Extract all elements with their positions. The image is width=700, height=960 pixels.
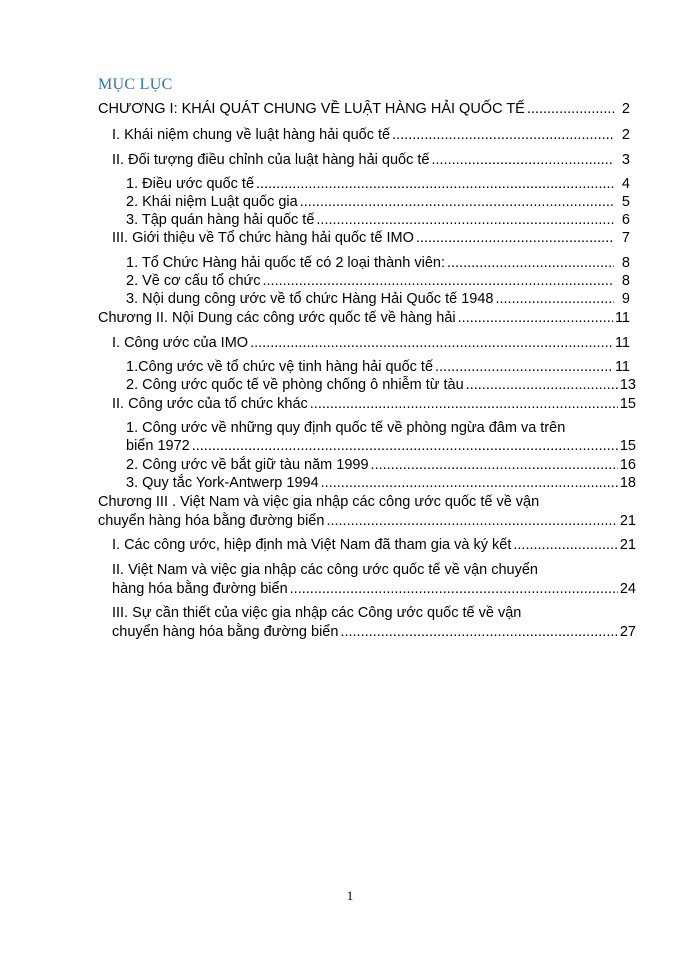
toc-entry[interactable] [112,334,630,353]
dot-leader [316,211,614,230]
toc-entry-text: chuyển hàng hóa bằng đường biển [112,624,339,640]
dot-leader [310,395,618,414]
toc-entry-text: 2. Về cơ cấu tổ chức [126,273,261,289]
dot-leader [458,309,613,328]
toc-entry-page: 11 [614,359,630,375]
toc-entry-page: 2 [621,101,630,117]
dot-leader [416,229,614,248]
toc-entry-text: II. Công ước của tổ chức khác [112,396,308,412]
toc-entry-text: II. Đối tượng điều chỉnh của luật hàng hải quốc tế [112,152,430,168]
toc-entry-page: 21 [619,513,636,529]
dot-leader [256,175,614,194]
toc-entry-page: 27 [619,624,636,640]
toc-entry[interactable] [126,358,630,377]
toc-entry-line1[interactable]: 1. Công ước về những quy định quốc tế về phòng ngừa đâm va trên [126,420,566,436]
toc-entry-page: 15 [619,438,636,454]
toc-entry-page: 6 [621,212,630,228]
dot-leader [431,151,614,170]
toc-entry-page: 24 [619,581,636,597]
toc-entry-text: hàng hóa bằng đường biển [112,581,288,597]
dot-leader [435,358,613,377]
toc-entry[interactable] [112,151,630,170]
toc-entry[interactable] [112,536,636,555]
dot-leader [340,623,617,642]
toc-entry-text: 3. Nội dung công ước về tổ chức Hàng Hải Quốc tế 1948 [126,291,494,307]
toc-entry-text: I. Các công ước, hiệp định mà Việt Nam đã tham gia và ký kết [112,537,512,553]
toc-entry-page: 15 [619,396,636,412]
toc-entry[interactable] [112,229,630,248]
toc-entry[interactable] [112,126,630,145]
toc-entry-page: 13 [619,377,636,393]
dot-leader [371,456,618,475]
dot-leader [290,580,618,599]
toc-entry-text: biển 1972 [126,438,190,454]
toc-entry-page: 3 [621,152,630,168]
dot-leader [300,193,614,212]
toc-entry-chapter-2[interactable] [98,309,630,328]
toc-entry-text: 2. Công ước quốc tế về phòng chống ô nhiễm từ tàu [126,377,464,393]
toc-entry-chapter-3-line1[interactable]: Chương III . Việt Nam và việc gia nhập các công ước quốc tế về vận [98,494,540,510]
toc-entry-line1[interactable]: II. Việt Nam và việc gia nhập các công ước quốc tế về vận chuyển [112,562,538,578]
dot-leader [513,536,618,555]
toc-entry-line1[interactable]: III. Sự cần thiết của việc gia nhập các Công ước quốc tế về vận [112,605,522,621]
toc-entry-page: 9 [621,291,630,307]
toc-entry-chapter-3[interactable] [98,512,636,531]
toc-entry-text: 1.Công ước về tổ chức vệ tinh hàng hải quốc tế [126,359,434,375]
dot-leader [321,474,618,493]
toc-entry[interactable] [126,175,630,194]
toc-entry-page: 21 [619,537,636,553]
toc-entry-page: 2 [621,127,630,143]
toc-entry-text: 1. Tổ Chức Hàng hải quốc tế có 2 loại thành viên: [126,255,445,271]
toc-entry-page: 4 [621,176,630,192]
dot-leader [447,254,614,273]
toc-entry-text: 2. Công ước về bắt giữ tàu năm 1999 [126,457,369,473]
toc-entry[interactable] [126,193,630,212]
toc-entry-page: 11 [614,310,630,326]
toc-entry[interactable] [126,474,636,493]
page-number: 1 [346,888,354,903]
toc-entry[interactable] [126,290,630,309]
toc-entry-page: 16 [619,457,636,473]
toc-entry[interactable] [126,437,636,456]
toc-entry-page: 11 [614,335,630,351]
toc-heading: MỤC LỤC [98,76,173,93]
toc-entry[interactable] [126,254,630,273]
toc-entry-text: CHƯƠNG I: KHÁI QUÁT CHUNG VỀ LUẬT HÀNG HẢI QUỐC TẾ [98,101,525,117]
toc-entry-text: chuyển hàng hóa bằng đường biển [98,513,325,529]
dot-leader [527,100,614,119]
dot-leader [326,512,617,531]
toc-entry[interactable] [126,272,630,291]
toc-entry[interactable] [126,211,630,230]
toc-entry-text: 1. Điều ước quốc tế [126,176,255,192]
toc-entry-page: 5 [621,194,630,210]
toc-entry[interactable] [112,580,636,599]
toc-entry-text: 2. Khái niệm Luật quốc gia [126,194,298,210]
toc-entry-chapter-1[interactable] [98,100,630,119]
toc-entry-text: I. Khái niệm chung về luật hàng hải quốc tế [112,127,391,143]
dot-leader [495,290,614,309]
dot-leader [466,376,618,395]
toc-entry-text: 3. Tập quán hàng hải quốc tế [126,212,315,228]
toc-entry-text: I. Công ước của IMO [112,335,249,351]
toc-entry[interactable] [112,623,636,642]
toc-entry-text: Chương II. Nội Dung các công ước quốc tế về hàng hải [98,310,456,326]
toc-entry-page: 7 [621,230,630,246]
toc-entry-page: 18 [619,475,636,491]
dot-leader [250,334,613,353]
toc-entry-page: 8 [621,273,630,289]
dot-leader [262,272,614,291]
toc-entry-page: 8 [621,255,630,271]
toc-entry[interactable] [126,376,636,395]
toc-entry-text: 3. Quy tắc York-Antwerp 1994 [126,475,319,491]
dot-leader [192,437,618,456]
toc-entry[interactable] [126,456,636,475]
toc-entry[interactable] [112,395,636,414]
dot-leader [392,126,614,145]
toc-entry-text: III. Giới thiệu về Tổ chức hàng hải quốc tế IMO [112,230,414,246]
